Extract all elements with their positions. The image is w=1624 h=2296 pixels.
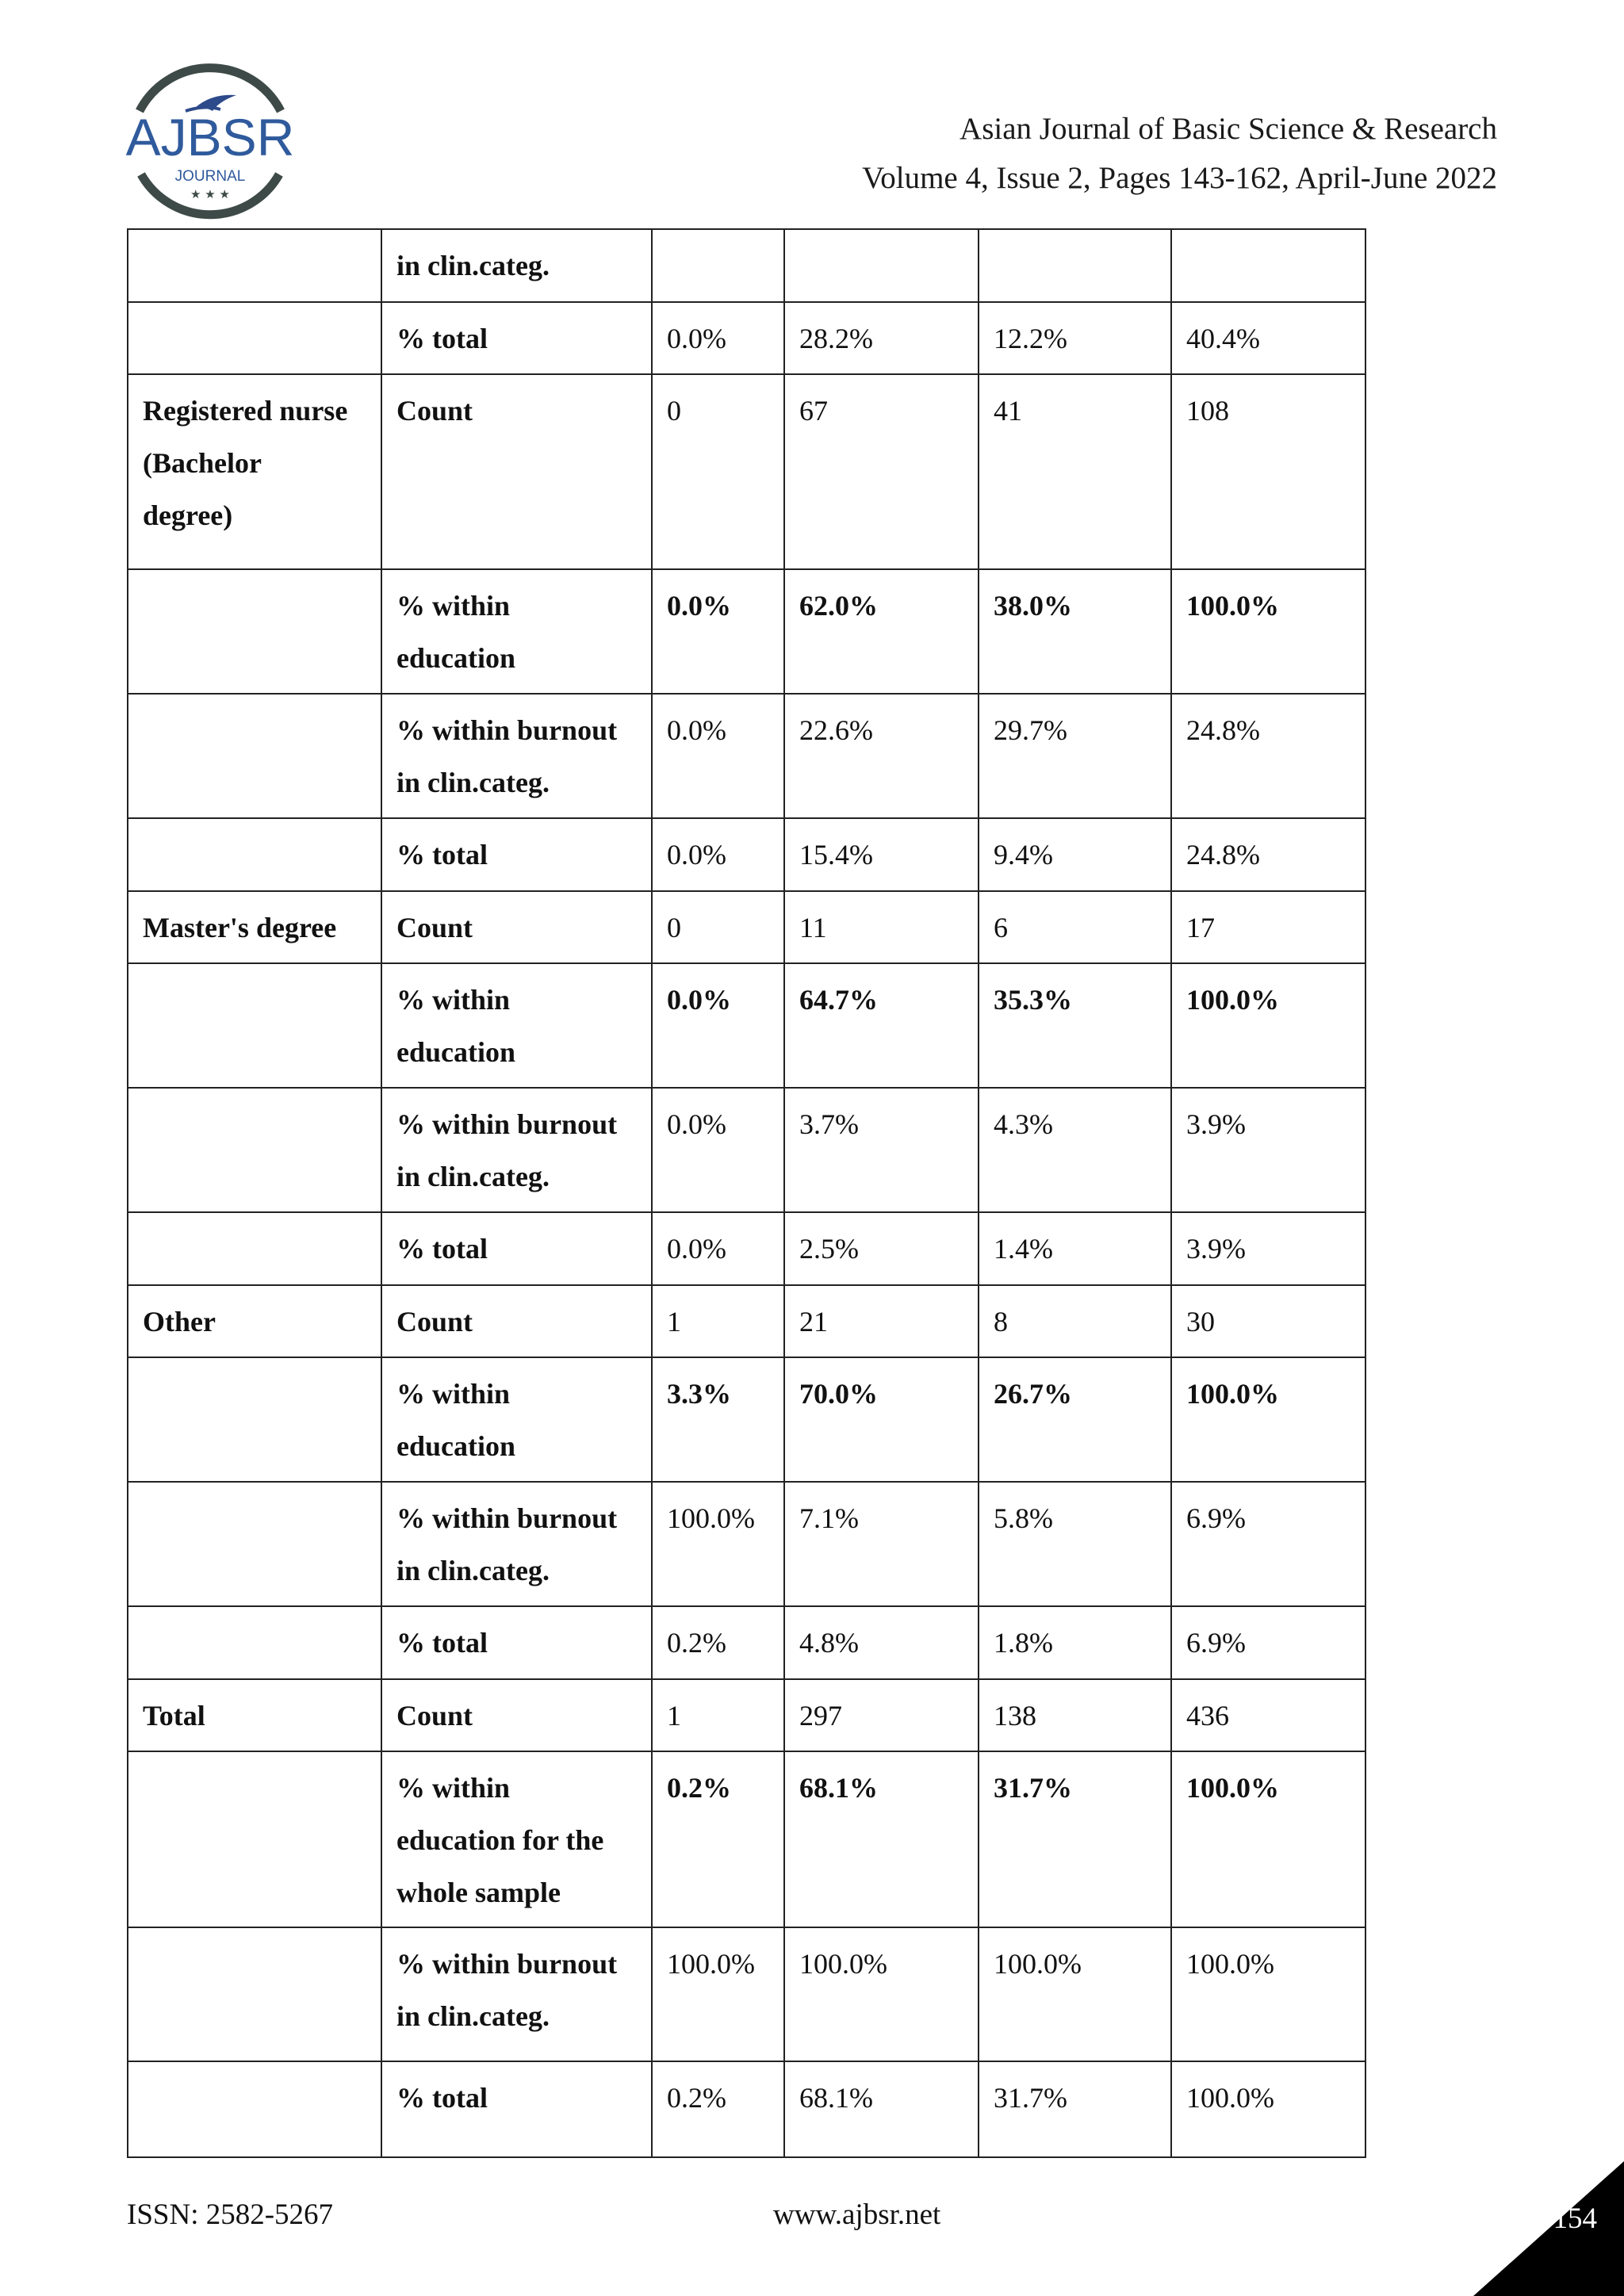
measure-cell: % total [381,1606,652,1679]
group-cell [128,1482,381,1606]
value-cell: 67 [784,374,979,569]
value-cell: 1.8% [979,1606,1171,1679]
value-cell: 0.2% [652,2061,784,2157]
value-cell: 100.0% [1171,1751,1365,1927]
table-row [128,302,1365,374]
value-cell: 7.1% [784,1482,979,1606]
value-cell: 31.7% [979,1751,1171,1927]
value-cell [979,229,1171,302]
issn: ISSN: 2582-5267 [127,2198,334,2231]
measure-cell: % total [381,302,652,374]
value-cell: 100.0% [652,1927,784,2061]
value-cell: 4.3% [979,1088,1171,1212]
value-cell: 30 [1171,1285,1365,1357]
group-cell [128,1357,381,1482]
value-cell: 100.0% [1171,1927,1365,2061]
value-cell: 35.3% [979,963,1171,1088]
group-cell [128,1606,381,1679]
value-cell: 4.8% [784,1606,979,1679]
table-row [128,1606,1365,1679]
value-cell: 12.2% [979,302,1171,374]
table-row [128,374,1365,569]
group-cell [128,1751,381,1927]
measure-cell: % within burnout in clin.categ. [381,1482,652,1606]
table-row [128,963,1365,1088]
value-cell: 100.0% [652,1482,784,1606]
measure-cell: % within burnout in clin.categ. [381,1927,652,2061]
value-cell: 108 [1171,374,1365,569]
value-cell: 24.8% [1171,818,1365,891]
journal-logo [117,62,303,220]
group-cell: Other [128,1285,381,1357]
value-cell: 9.4% [979,818,1171,891]
value-cell: 0 [652,374,784,569]
table-row [128,1927,1365,2061]
value-cell: 40.4% [1171,302,1365,374]
group-cell [128,1212,381,1285]
measure-cell: % within burnout in clin.categ. [381,1088,652,1212]
value-cell: 436 [1171,1679,1365,1751]
group-cell [128,2061,381,2157]
value-cell: 0.0% [652,963,784,1088]
value-cell: 3.9% [1171,1088,1365,1212]
group-cell: Master's degree [128,891,381,963]
value-cell: 21 [784,1285,979,1357]
value-cell: 100.0% [1171,963,1365,1088]
group-cell [128,569,381,694]
value-cell [652,229,784,302]
value-cell: 5.8% [979,1482,1171,1606]
value-cell: 0.0% [652,694,784,818]
measure-cell: % total [381,1212,652,1285]
value-cell: 0.0% [652,1088,784,1212]
table-row [128,694,1365,818]
table-row [128,1482,1365,1606]
value-cell: 41 [979,374,1171,569]
measure-cell: % total [381,2061,652,2157]
logo-text: AJBSR [125,108,295,166]
value-cell: 64.7% [784,963,979,1088]
measure-cell: % within education [381,1357,652,1482]
group-cell [128,963,381,1088]
value-cell: 0.2% [652,1606,784,1679]
measure-cell: % total [381,818,652,891]
table-row [128,1212,1365,1285]
table-row [128,2061,1365,2157]
measure-cell: % within education for the whole sample [381,1751,652,1927]
group-cell [128,302,381,374]
value-cell: 100.0% [1171,2061,1365,2157]
value-cell: 26.7% [979,1357,1171,1482]
value-cell: 297 [784,1679,979,1751]
value-cell: 6.9% [1171,1482,1365,1606]
value-cell: 62.0% [784,569,979,694]
website: www.ajbsr.net [773,2198,941,2231]
value-cell: 100.0% [979,1927,1171,2061]
value-cell: 1 [652,1285,784,1357]
value-cell: 100.0% [784,1927,979,2061]
group-cell [128,818,381,891]
measure-cell: Count [381,1285,652,1357]
value-cell: 1 [652,1679,784,1751]
table-row [128,1751,1365,1927]
crosstab-table [127,228,1366,2158]
table-row [128,229,1365,302]
value-cell: 6 [979,891,1171,963]
value-cell: 17 [1171,891,1365,963]
value-cell: 28.2% [784,302,979,374]
value-cell: 24.8% [1171,694,1365,818]
group-cell: Total [128,1679,381,1751]
value-cell: 3.7% [784,1088,979,1212]
value-cell: 15.4% [784,818,979,891]
value-cell: 0 [652,891,784,963]
table-row [128,891,1365,963]
value-cell: 29.7% [979,694,1171,818]
group-cell [128,229,381,302]
crosstab-table-container [127,228,1366,2158]
value-cell: 0.0% [652,1212,784,1285]
table-row [128,1679,1365,1751]
value-cell: 8 [979,1285,1171,1357]
page-number: 154 [1553,2202,1597,2235]
value-cell: 0.2% [652,1751,784,1927]
value-cell: 31.7% [979,2061,1171,2157]
value-cell: 6.9% [1171,1606,1365,1679]
running-header [862,105,1497,203]
table-body [128,229,1365,2157]
value-cell: 38.0% [979,569,1171,694]
volume-info: Volume 4, Issue 2, Pages 143-162, April-June 2022 [862,161,1497,195]
table-row [128,1285,1365,1357]
measure-cell: Count [381,1679,652,1751]
value-cell: 70.0% [784,1357,979,1482]
value-cell: 1.4% [979,1212,1171,1285]
group-cell [128,1088,381,1212]
table-row [128,1357,1365,1482]
journal-name: Asian Journal of Basic Science & Research [959,112,1497,146]
measure-cell: % within burnout in clin.categ. [381,694,652,818]
value-cell: 0.0% [652,818,784,891]
table-row [128,1088,1365,1212]
value-cell: 68.1% [784,1751,979,1927]
page-corner [1473,2161,1624,2296]
value-cell: 100.0% [1171,569,1365,694]
measure-cell: in clin.categ. [381,229,652,302]
group-cell: Registered nurse (Bachelor degree) [128,374,381,569]
value-cell: 2.5% [784,1212,979,1285]
measure-cell: Count [381,374,652,569]
value-cell: 11 [784,891,979,963]
value-cell: 22.6% [784,694,979,818]
group-cell [128,694,381,818]
logo-subtext: JOURNAL [174,168,246,185]
value-cell: 3.9% [1171,1212,1365,1285]
table-row [128,818,1365,891]
value-cell: 3.3% [652,1357,784,1482]
value-cell: 0.0% [652,302,784,374]
value-cell: 68.1% [784,2061,979,2157]
group-cell [128,1927,381,2061]
measure-cell: % within education [381,569,652,694]
table-row [128,569,1365,694]
value-cell: 100.0% [1171,1357,1365,1482]
logo-stars-icon: ★ ★ ★ [190,187,230,201]
value-cell: 138 [979,1679,1171,1751]
measure-cell: % within education [381,963,652,1088]
measure-cell: Count [381,891,652,963]
value-cell [784,229,979,302]
value-cell [1171,229,1365,302]
value-cell: 0.0% [652,569,784,694]
